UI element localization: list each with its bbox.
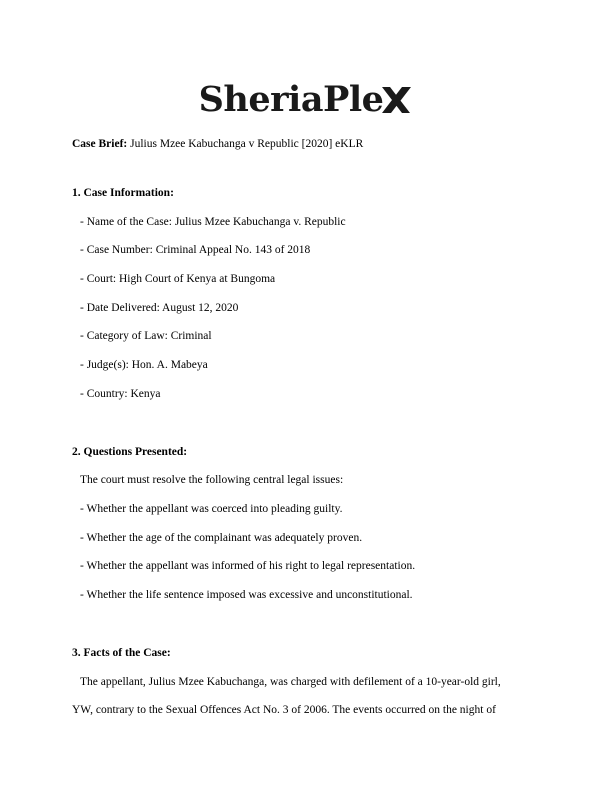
facts-paragraph-line: YW, contrary to the Sexual Offences Act No. 3 of 2006. The events occurred on the night of: [72, 704, 496, 716]
case-brief-label: Case Brief:: [72, 138, 128, 150]
list-item: - Name of the Case: Julius Mzee Kabuchanga v. Republic: [80, 216, 346, 228]
sheriaplex-logo: [0, 74, 612, 124]
list-item: - Judge(s): Hon. A. Mabeya: [80, 359, 208, 371]
list-item: - Whether the life sentence imposed was excessive and unconstitutional.: [80, 589, 413, 601]
case-brief-line: [72, 137, 363, 151]
list-item: - Whether the appellant was coerced into pleading guilty.: [80, 503, 343, 515]
list-item: - Whether the age of the complainant was adequately proven.: [80, 532, 363, 544]
list-item: - Whether the appellant was informed of his right to legal representation.: [80, 560, 416, 572]
list-item: - Date Delivered: August 12, 2020: [80, 302, 239, 314]
section-heading-facts: 3. Facts of the Case:: [72, 647, 171, 659]
x-mark-icon: [379, 83, 413, 117]
section-heading-questions-presented: 2. Questions Presented:: [72, 446, 188, 458]
list-item: - Case Number: Criminal Appeal No. 143 of 2018: [80, 244, 311, 256]
list-item: - Country: Kenya: [80, 388, 161, 400]
list-item: - Category of Law: Criminal: [80, 330, 212, 342]
case-brief-title: Julius Mzee Kabuchanga v Republic [2020] eKLR: [127, 138, 364, 150]
section-heading-case-information: 1. Case Information:: [72, 187, 174, 199]
facts-paragraph-line: The appellant, Julius Mzee Kabuchanga, was charged with defilement of a 10-year-old girl,: [80, 676, 501, 688]
logo-text: SheriaPle: [198, 78, 384, 120]
section-intro: The court must resolve the following central legal issues:: [80, 474, 344, 486]
list-item: - Court: High Court of Kenya at Bungoma: [80, 273, 276, 285]
